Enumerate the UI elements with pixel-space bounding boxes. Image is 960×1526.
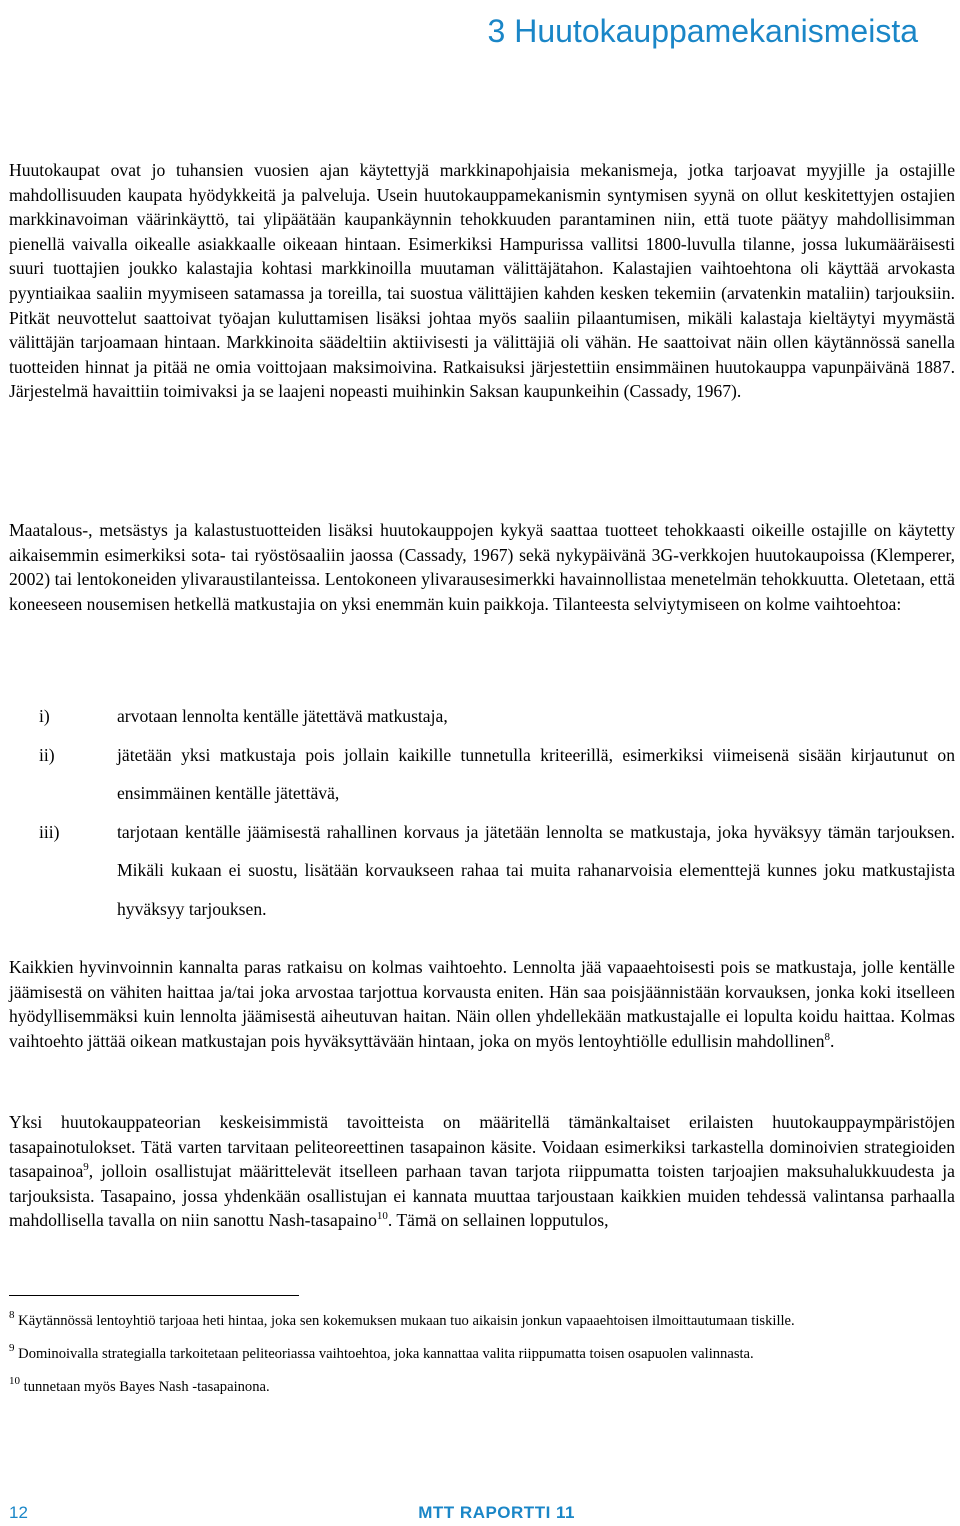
footnote [9,1305,957,1338]
paragraph-equilibrium [9,1110,955,1233]
footnote-number: 8 [9,1309,15,1322]
paragraph-auction-history: Huutokaupat ovat jo tuhansien vuosien ajan käytettyjä markkinapohjaisia mekanismeja, jotka tarjoavat myyjille ja ostajille mahdollisuuden kaupata hyödykkeitä ja palveluja. Usein huutokauppamekanismin syntymisen syynä on ollut keskitettyjen ostajien markkinavoiman väärinkäyttö, tai ylipäätään kaupankäynnin tehokkuuden parantaminen niin, että tuote päätyy mahdollisimman pienellä vaivalla oikealle asiakkaalle oikeaan hintaan. Esimerkiksi Hampurissa vallitsi 1800-luvulla tilanne, jossa lukumääräisesti suuri tuottajien joukko kalastajia kohtasi markkinoilla muutaman välittäjätahon. Kalastajien vaihtoehtona oli käyttää arvokasta pyyntiaikaa saaliin myymiseen satamassa ja toreilla, tai suostua välittäjien kahden kesken tekemiin (arvatenkin mataliin) tarjouksiin. Pitkät neuvottelut saattoivat työajan kuluttamisen lisäksi johtaa myös saaliin pilaantumisen, mikäli kalastaja kieltäytyi myymästä välittäjän tarjoamaan hintaan. Markkinoita säädeltiin aktiivisesti ja välittäjiä oli vähän. He saattoivat näin ollen käytännössä sanella tuotteiden hinnat ja pitää ne omia voittojaan maksimoivina. Ratkaisuksi järjestettiin ensimmäinen huutokauppa vapunpäivänä 1887. Järjestelmä havaittiin toimivaksi ja se laajeni nopeasti muihinkin Saksan kaupunkeihin (Cassady, 1967). [9,160,955,402]
footnote-reference[interactable]: 9 [83,1161,89,1174]
list-item-text: tarjotaan kentälle jäämisestä rahallinen korvaus ja jätetään lennolta se matkustaja, joka hyväksyy tämän tarjouksen. Mikäli kukaan ei suostu, lisätään korvaukseen rahaa tai muita rahanarvoisia elementtejä kunnes joku matkustajista hyväksyy tarjouksen. [117,821,955,919]
footnote-reference[interactable]: 10 [376,1210,388,1223]
paragraph-text: , jolloin osallistujat määrittelevät itselleen parhaan tavan tarjota riippumatta toisten tarjoajien maksuhalukkuudesta ja tarjouksista. Tasapaino, jossa yhdenkään osallistujan ei kannata muuttaa tarjoustaan kaikkien muiden tehdessä valintansa parhaalla mahdollisella tavalla on niin sanottu Nash-tasapaino [9,1161,955,1231]
paragraph-overbooking-example: Maatalous-, metsästys ja kalastustuotteiden lisäksi huutokauppojen kykyä saattaa tuotteet tehokkaasti oikeille ostajille on käytetty aikaisemmin esimerkiksi sota- tai ryöstösaaliin jaossa (Cassady, 1967) sekä nykypäivänä 3G-verkkojen huutokaupoissa (Klemperer, 2002) tai lentokoneiden ylivaraustilanteissa. Lentokoneen ylivarausesimerkki havainnollistaa menetelmän tehokkuutta. Oletetaan, että koneeseen nousemisen hetkellä matkustajia on yksi enemmän kuin paikkoja. Tilanteesta selviytymiseen on kolme vaihtoehtoa: [9,520,955,614]
footnote-reference[interactable]: 8 [824,1030,830,1043]
paragraph-text: Kaikkien hyvinvoinnin kannalta paras ratkaisu on kolmas vaihtoehto. Lennolta jää vapaaehtoisesti pois se matkustaja, jolle kentälle jäämisestä on vähiten haittaa ja/tai joka arvostaa tarjottua korvausta eniten. Hän saa poisjäännistään korvauksen, jonka koki itselleen hyödyllisemmäksi kuin lennolta jäämisestä aiheutuvan haitan. Näin ollen yhdellekään matkustajalle ei lopulta koidu haittaa. Kolmas vaihtoehto jättää oikean matkustajan pois hyväksyttävään hintaan, joka on myös lentoyhtiölle edullisin mahdollinen [9,957,955,1051]
list-item-text: arvotaan lennolta kentälle jätettävä matkustaja, [117,706,448,726]
chapter-heading: 3 Huutokauppamekanismeista [487,13,918,49]
footnote [9,1338,957,1371]
footnote-text: Käytännössä lentoyhtiö tarjoaa heti hintaa, joka sen kokemuksen mukaan tuo aikaisin jonkun vapaaehtoisen ilmoittautumaan tiskille. [18,1313,795,1329]
list-item [9,736,955,813]
report-name: MTT RAPORTTI 11 [418,1503,575,1522]
footnote-divider [9,1295,299,1296]
paragraph-best-solution [9,955,955,1053]
paragraph-text: Yksi huutokauppateorian keskeisimmistä tavoitteista on määritellä tämänkaltaiset erilaisten huutokauppaympäristöjen tasapainotulokset. Tätä varten tarvitaan peliteoreettinen tasapainon käsite. Voidaan esimerkiksi tarkastella dominoivien strategioiden tasapainoa [9,1112,955,1182]
footnote-number: 9 [9,1342,15,1355]
list-item-text: jätetään yksi matkustaja pois jollain kaikille tunnetulla kriteerillä, esimerkiksi viimeisenä sisään kirjautunut on ensimmäinen kentälle jätettävä, [117,744,955,803]
list-item-number: i) [39,706,50,726]
list-item-number: ii) [39,744,55,765]
list-item [9,813,955,929]
list-item-number: iii) [39,821,60,842]
footnote [9,1371,957,1404]
page-number: 12 [9,1503,28,1522]
footnote-number: 10 [9,1375,20,1388]
footnote-text: tunnetaan myös Bayes Nash -tasapainona. [23,1379,270,1395]
paragraph-end: . [830,1030,835,1051]
footnote-text: Dominoivalla strategialla tarkoitetaan peliteoriassa vaihtoehtoa, joka kannattaa valita riippumatta toisen osapuolen valinnasta. [18,1346,754,1362]
list-item [9,697,955,736]
options-list [9,697,955,928]
paragraph-text: . Tämä on sellainen lopputulos, [387,1210,609,1231]
footnotes [9,1305,957,1404]
